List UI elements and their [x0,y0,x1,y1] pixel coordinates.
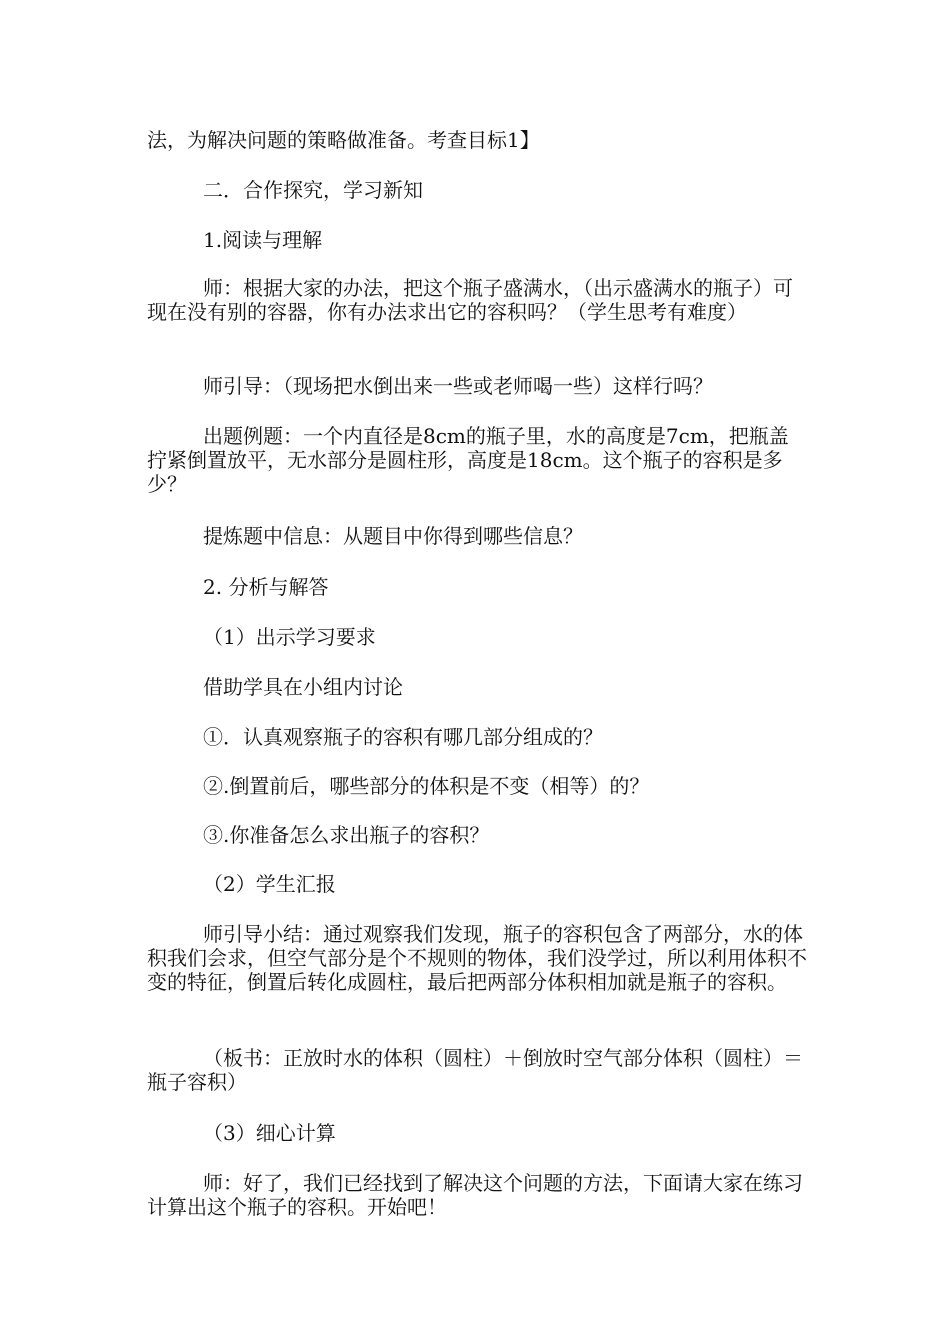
paragraph-example-problem: 出题例题：一个内直径是8cm的瓶子里，水的高度是7cm，把瓶盖拧紧倒置放平，无水部分是圆柱形，高度是18cm。这个瓶子的容积是多少？ [147,424,789,496]
list-item-question-3: ③.你准备怎么求出瓶子的容积？ [203,823,490,847]
list-item-question-1: ①．认真观察瓶子的容积有哪几部分组成的？ [203,725,603,749]
paragraph-board-writing: （板书：正放时水的体积（圆柱）＋倒放时空气部分体积（圆柱）＝瓶子容积） [147,1046,803,1094]
subheading-analysis-solution: 2. 分析与解答 [203,575,329,599]
paragraph-extract-info: 提炼题中信息：从题目中你得到哪些信息？ [203,524,583,548]
paragraph-summary: 师引导小结：通过观察我们发现，瓶子的容积包含了两部分，水的体积我们会求，但空气部分是个不规则的物体，我们没学过，所以利用体积不变的特征，倒置后转化成圆柱，最后把两部分体积相加就是瓶子的容积。 [147,922,807,994]
section-heading-cooperative-exploration: 二．合作探究，学习新知 [203,178,423,202]
paragraph-teacher-guide: 师引导：（现场把水倒出来一些或老师喝一些）这样行吗？ [203,374,713,398]
subheading-learning-requirements: （1）出示学习要求 [203,625,376,649]
subheading-student-report: （2）学生汇报 [203,872,336,896]
paragraph-continuation: 法，为解决问题的策略做准备。考查目标1】 [147,128,540,152]
list-item-question-2: ②.倒置前后，哪些部分的体积是不变（相等）的？ [203,774,650,798]
subheading-careful-calculation: （3）细心计算 [203,1121,336,1145]
paragraph-group-discussion: 借助学具在小组内讨论 [203,675,403,699]
paragraph-teacher-question: 师：根据大家的办法，把这个瓶子盛满水，（出示盛满水的瓶子）可现在没有别的容器，你有办法求出它的容积吗？（学生思考有难度） [147,276,793,324]
subheading-reading-understanding: 1.阅读与理解 [203,228,323,252]
paragraph-start-calculation: 师：好了，我们已经找到了解决这个问题的方法，下面请大家在练习计算出这个瓶子的容积。开始吧！ [147,1171,803,1219]
